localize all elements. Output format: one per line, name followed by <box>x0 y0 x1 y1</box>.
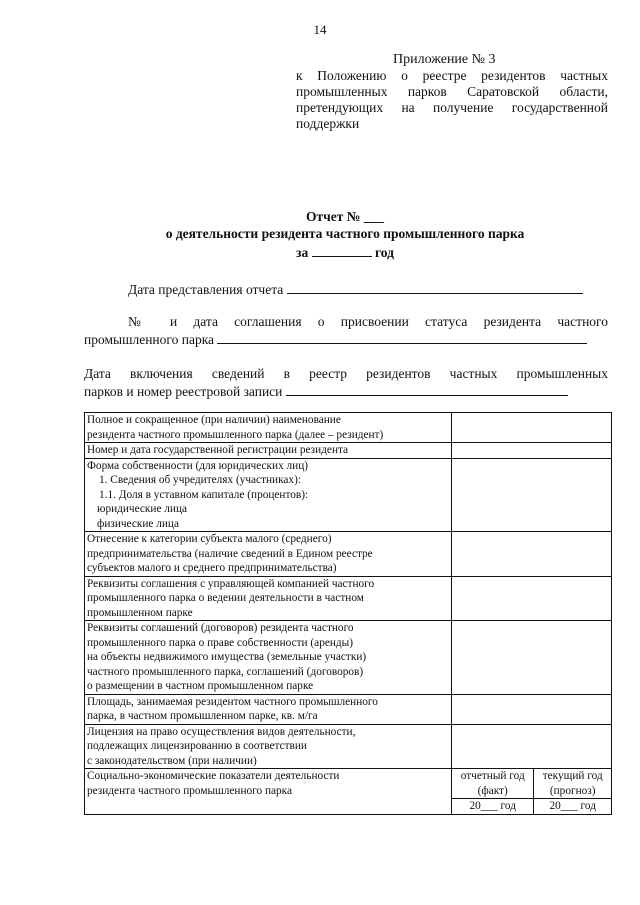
appendix-line: претендующих на получение государственной <box>296 100 608 115</box>
report-table <box>84 412 612 815</box>
report-title: Отчет № ___ <box>306 209 384 224</box>
registry-blank[interactable] <box>286 383 568 396</box>
row-label-line: частного промышленного парка, соглашений (договоров) <box>87 665 364 678</box>
row-label-line: на объекты недвижимого имущества (земельные участки) <box>87 651 367 663</box>
row-label-line: Полное и сокращенное (при наличии) наименование <box>87 414 341 426</box>
row-label-line: промышленного парка о ведении деятельности в частном <box>87 592 364 604</box>
value-cell-area[interactable] <box>452 694 612 724</box>
appendix-title: Приложение № 3 <box>393 52 496 67</box>
row-label-line: Социально-экономические показатели деятельности <box>87 770 340 782</box>
submission-date-blank[interactable] <box>287 281 583 294</box>
row-label-line: предпринимательства (наличие сведений в Едином реестре <box>87 547 373 560</box>
appendix-line: промышленных парков Саратовской области, <box>296 84 608 99</box>
table-row <box>85 769 612 799</box>
row-label-line: о размещении в частном промышленном парке <box>87 680 314 692</box>
ownership-share: 1.1. Доля в уставном капитале (процентов): <box>99 488 309 501</box>
value-cell-sme[interactable] <box>452 532 612 577</box>
year-current-cell[interactable]: 20___ год <box>534 799 612 815</box>
row-label-line: подлежащих лицензированию в соответствии <box>87 740 307 752</box>
row-label-line: резидента частного промышленного парка (далее – резидент) <box>87 428 384 441</box>
row-label-regnum: Номер и дата государственной регистрации резидента <box>85 443 452 459</box>
report-subtitle: о деятельности резидента частного промышленного парка <box>165 226 525 241</box>
registry-label-line2: парков и номер реестровой записи <box>84 384 283 399</box>
page-number: 14 <box>313 22 327 37</box>
row-label-area <box>85 694 452 724</box>
row-label-line: с законодательством (при наличии) <box>87 754 257 767</box>
row-label-line: Реквизиты соглашений (договоров) резидента частного <box>87 622 354 634</box>
row-label-line: промышленном парке <box>87 606 193 619</box>
table-row <box>85 576 612 621</box>
period-prefix: за <box>296 245 309 260</box>
appendix-line: к Положению о реестре резидентов частных <box>296 68 608 83</box>
row-label-indicators <box>85 769 452 815</box>
row-label-line: парка, в частном промышленном парке, кв. м/га <box>87 710 318 722</box>
agreement-label-line1: № и дата соглашения о присвоении статуса резидента частного <box>128 314 608 329</box>
table-row <box>85 458 612 532</box>
row-label-property <box>85 621 452 695</box>
agreement-label-line2: промышленного парка <box>84 332 215 347</box>
row-label-mgmt <box>85 576 452 621</box>
report-period <box>0 244 640 261</box>
ownership-physical: физические лица <box>97 517 179 530</box>
appendix-line: поддержки <box>296 116 360 131</box>
table-row <box>85 532 612 577</box>
col-header-line: текущий год <box>542 770 603 782</box>
value-cell-property[interactable] <box>452 621 612 695</box>
table-row <box>85 443 612 459</box>
value-cell-mgmt[interactable] <box>452 576 612 621</box>
row-label-line: резидента частного промышленного парка <box>87 784 293 797</box>
row-label-line: Реквизиты соглашения с управляющей компанией частного <box>87 577 375 590</box>
ownership-head: Форма собственности (для юридических лиц) <box>87 459 309 472</box>
row-label-line: Лицензия на право осуществления видов деятельности, <box>87 725 356 738</box>
agreement-blank[interactable] <box>217 331 587 344</box>
ownership-legal: юридические лица <box>97 503 188 515</box>
row-label-name <box>85 413 452 443</box>
col-header-line: отчетный год <box>460 770 525 782</box>
appendix-subtitle <box>296 68 608 132</box>
table-row <box>85 621 612 695</box>
col-header-line: (факт) <box>477 784 508 797</box>
year-report-cell[interactable]: 20___ год <box>452 799 534 815</box>
row-label-line: промышленного парка о праве собственности (аренды) <box>87 636 354 649</box>
row-label-line: Площадь, занимаемая резидентом частного промышленного <box>87 695 378 708</box>
registry-field <box>84 365 608 401</box>
value-cell-name[interactable] <box>452 413 612 443</box>
table-row <box>85 724 612 769</box>
row-label-line: субъектов малого и среднего предпринимательства) <box>87 562 337 574</box>
period-suffix: год <box>374 245 394 260</box>
table-row <box>85 413 612 443</box>
row-label-license <box>85 724 452 769</box>
row-label-sme <box>85 532 452 577</box>
row-label-ownership <box>85 458 452 532</box>
col-header-line: (прогноз) <box>549 784 596 797</box>
row-label-line: Отнесение к категории субъекта малого (среднего) <box>87 533 332 545</box>
agreement-field <box>84 313 608 349</box>
value-cell-ownership[interactable] <box>452 458 612 532</box>
registry-label-line1: Дата включения сведений в реестр резидентов частных промышленных <box>84 366 608 381</box>
submission-date-label: Дата представления отчета <box>128 282 284 297</box>
table-row <box>85 694 612 724</box>
period-blank[interactable] <box>312 244 372 257</box>
col-header-report-year <box>452 769 534 799</box>
col-header-current-year <box>534 769 612 799</box>
value-cell-regnum[interactable] <box>452 443 612 459</box>
ownership-founders: 1. Сведения об учредителях (участниках): <box>99 474 301 486</box>
submission-date-field <box>128 281 583 299</box>
value-cell-license[interactable] <box>452 724 612 769</box>
